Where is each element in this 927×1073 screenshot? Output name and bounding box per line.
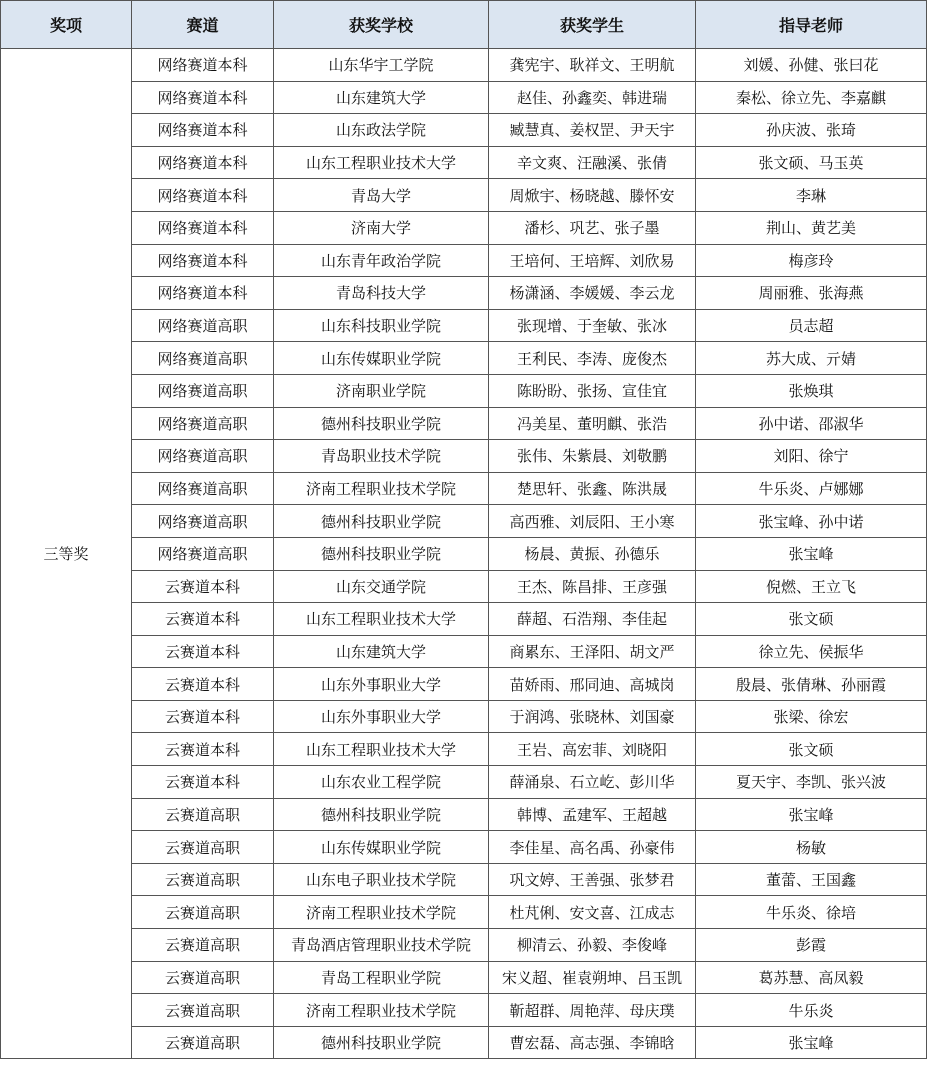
school-cell: 山东建筑大学 bbox=[274, 81, 489, 114]
school-cell: 山东建筑大学 bbox=[274, 635, 489, 668]
students-cell: 商累东、王泽阳、胡文严 bbox=[489, 635, 696, 668]
table-row bbox=[1, 1026, 927, 1059]
table-row bbox=[1, 863, 927, 896]
advisors-cell: 张文硕 bbox=[696, 733, 927, 766]
table-row bbox=[1, 374, 927, 407]
students-cell: 辛文爽、汪融溪、张倩 bbox=[489, 146, 696, 179]
table-row bbox=[1, 49, 927, 82]
track-cell: 网络赛道高职 bbox=[132, 309, 274, 342]
students-cell: 张伟、朱紫晨、刘敬鹏 bbox=[489, 440, 696, 473]
table-row bbox=[1, 929, 927, 962]
advisors-cell: 员志超 bbox=[696, 309, 927, 342]
students-cell: 韩博、孟建军、王超越 bbox=[489, 798, 696, 831]
school-cell: 青岛大学 bbox=[274, 179, 489, 212]
school-cell: 山东工程职业技术大学 bbox=[274, 146, 489, 179]
students-cell: 王利民、李涛、庞俊杰 bbox=[489, 342, 696, 375]
students-cell: 杨晨、黄振、孙德乐 bbox=[489, 537, 696, 570]
track-cell: 网络赛道高职 bbox=[132, 342, 274, 375]
school-cell: 德州科技职业学院 bbox=[274, 407, 489, 440]
table-row bbox=[1, 407, 927, 440]
header-award: 奖项 bbox=[1, 1, 132, 49]
advisors-cell: 张文硕、马玉英 bbox=[696, 146, 927, 179]
header-advisors: 指导老师 bbox=[696, 1, 927, 49]
school-cell: 济南工程职业技术学院 bbox=[274, 472, 489, 505]
advisors-cell: 梅彦玲 bbox=[696, 244, 927, 277]
track-cell: 云赛道高职 bbox=[132, 1026, 274, 1059]
advisors-cell: 张宝峰 bbox=[696, 798, 927, 831]
header-row bbox=[1, 1, 927, 49]
school-cell: 青岛工程职业学院 bbox=[274, 961, 489, 994]
school-cell: 山东工程职业技术大学 bbox=[274, 603, 489, 636]
advisors-cell: 牛乐炎、卢娜娜 bbox=[696, 472, 927, 505]
students-cell: 巩文婷、王善强、张梦君 bbox=[489, 863, 696, 896]
table-row bbox=[1, 603, 927, 636]
school-cell: 山东农业工程学院 bbox=[274, 766, 489, 799]
track-cell: 网络赛道本科 bbox=[132, 179, 274, 212]
students-cell: 高西雅、刘辰阳、王小寒 bbox=[489, 505, 696, 538]
track-cell: 云赛道高职 bbox=[132, 831, 274, 864]
track-cell: 云赛道高职 bbox=[132, 896, 274, 929]
track-cell: 云赛道高职 bbox=[132, 994, 274, 1027]
advisors-cell: 彭霞 bbox=[696, 929, 927, 962]
table-row bbox=[1, 440, 927, 473]
track-cell: 网络赛道高职 bbox=[132, 472, 274, 505]
students-cell: 楚思轩、张鑫、陈洪晟 bbox=[489, 472, 696, 505]
students-cell: 杨潇涵、李媛媛、李云龙 bbox=[489, 277, 696, 310]
students-cell: 龚宪宇、耿祥文、王明航 bbox=[489, 49, 696, 82]
school-cell: 德州科技职业学院 bbox=[274, 505, 489, 538]
advisors-cell: 张宝峰 bbox=[696, 537, 927, 570]
table-row bbox=[1, 896, 927, 929]
table-row bbox=[1, 994, 927, 1027]
students-cell: 于润鸿、张晓林、刘国豪 bbox=[489, 700, 696, 733]
advisors-cell: 杨敏 bbox=[696, 831, 927, 864]
table-row bbox=[1, 211, 927, 244]
advisors-cell: 刘媛、孙健、张曰花 bbox=[696, 49, 927, 82]
table-row bbox=[1, 342, 927, 375]
advisors-cell: 张宝峰、孙中诺 bbox=[696, 505, 927, 538]
table-row bbox=[1, 244, 927, 277]
school-cell: 山东交通学院 bbox=[274, 570, 489, 603]
track-cell: 云赛道本科 bbox=[132, 668, 274, 701]
track-cell: 云赛道本科 bbox=[132, 766, 274, 799]
school-cell: 济南工程职业技术学院 bbox=[274, 994, 489, 1027]
header-students: 获奖学生 bbox=[489, 1, 696, 49]
table-row bbox=[1, 81, 927, 114]
advisors-cell: 徐立先、侯振华 bbox=[696, 635, 927, 668]
advisors-cell: 牛乐炎 bbox=[696, 994, 927, 1027]
advisors-cell: 李琳 bbox=[696, 179, 927, 212]
students-cell: 薛涌泉、石立屹、彭川华 bbox=[489, 766, 696, 799]
table-row bbox=[1, 277, 927, 310]
school-cell: 山东华宇工学院 bbox=[274, 49, 489, 82]
table-row bbox=[1, 700, 927, 733]
track-cell: 云赛道高职 bbox=[132, 961, 274, 994]
advisors-cell: 秦松、徐立先、李嘉麒 bbox=[696, 81, 927, 114]
table-row bbox=[1, 798, 927, 831]
students-cell: 赵佳、孙鑫奕、韩进瑞 bbox=[489, 81, 696, 114]
school-cell: 山东传媒职业学院 bbox=[274, 342, 489, 375]
school-cell: 济南职业学院 bbox=[274, 374, 489, 407]
table-row bbox=[1, 505, 927, 538]
students-cell: 苗娇雨、邢同迪、高城岗 bbox=[489, 668, 696, 701]
students-cell: 薛超、石浩翔、李佳起 bbox=[489, 603, 696, 636]
track-cell: 云赛道本科 bbox=[132, 700, 274, 733]
table-row bbox=[1, 146, 927, 179]
advisors-cell: 荆山、黄艺美 bbox=[696, 211, 927, 244]
students-cell: 王岩、高宏菲、刘晓阳 bbox=[489, 733, 696, 766]
advisors-cell: 孙庆波、张琦 bbox=[696, 114, 927, 147]
track-cell: 网络赛道本科 bbox=[132, 114, 274, 147]
advisors-cell: 刘阳、徐宁 bbox=[696, 440, 927, 473]
table-row bbox=[1, 537, 927, 570]
track-cell: 云赛道本科 bbox=[132, 603, 274, 636]
school-cell: 山东科技职业学院 bbox=[274, 309, 489, 342]
students-cell: 陈盼盼、张扬、宣佳宜 bbox=[489, 374, 696, 407]
advisors-cell: 董蕾、王国鑫 bbox=[696, 863, 927, 896]
table-row bbox=[1, 635, 927, 668]
school-cell: 山东电子职业技术学院 bbox=[274, 863, 489, 896]
track-cell: 云赛道高职 bbox=[132, 929, 274, 962]
track-cell: 网络赛道本科 bbox=[132, 49, 274, 82]
header-school: 获奖学校 bbox=[274, 1, 489, 49]
school-cell: 山东青年政治学院 bbox=[274, 244, 489, 277]
school-cell: 青岛酒店管理职业技术学院 bbox=[274, 929, 489, 962]
advisors-cell: 周丽雅、张海燕 bbox=[696, 277, 927, 310]
students-cell: 柳清云、孙毅、李俊峰 bbox=[489, 929, 696, 962]
advisors-cell: 殷晨、张倩琳、孙丽霞 bbox=[696, 668, 927, 701]
students-cell: 杜芃俐、安文喜、江成志 bbox=[489, 896, 696, 929]
track-cell: 云赛道高职 bbox=[132, 863, 274, 896]
track-cell: 云赛道高职 bbox=[132, 798, 274, 831]
students-cell: 潘杉、巩艺、张子墨 bbox=[489, 211, 696, 244]
students-cell: 王培何、王培辉、刘欣易 bbox=[489, 244, 696, 277]
table-row bbox=[1, 831, 927, 864]
advisors-cell: 孙中诺、邵淑华 bbox=[696, 407, 927, 440]
school-cell: 青岛职业技术学院 bbox=[274, 440, 489, 473]
advisors-cell: 倪燃、王立飞 bbox=[696, 570, 927, 603]
track-cell: 网络赛道高职 bbox=[132, 505, 274, 538]
table-row bbox=[1, 766, 927, 799]
table-row bbox=[1, 114, 927, 147]
advisors-cell: 夏天宇、李凯、张兴波 bbox=[696, 766, 927, 799]
track-cell: 网络赛道本科 bbox=[132, 244, 274, 277]
table-body bbox=[1, 49, 927, 1059]
school-cell: 德州科技职业学院 bbox=[274, 537, 489, 570]
track-cell: 网络赛道高职 bbox=[132, 440, 274, 473]
school-cell: 山东工程职业技术大学 bbox=[274, 733, 489, 766]
school-cell: 济南工程职业技术学院 bbox=[274, 896, 489, 929]
table-row bbox=[1, 309, 927, 342]
students-cell: 臧慧真、姜权罡、尹天宇 bbox=[489, 114, 696, 147]
school-cell: 德州科技职业学院 bbox=[274, 1026, 489, 1059]
students-cell: 曹宏磊、高志强、李锦晗 bbox=[489, 1026, 696, 1059]
advisors-cell: 张焕琪 bbox=[696, 374, 927, 407]
advisors-cell: 张梁、徐宏 bbox=[696, 700, 927, 733]
advisors-cell: 张文硕 bbox=[696, 603, 927, 636]
header-track: 赛道 bbox=[132, 1, 274, 49]
school-cell: 山东政法学院 bbox=[274, 114, 489, 147]
track-cell: 云赛道本科 bbox=[132, 733, 274, 766]
table-row bbox=[1, 733, 927, 766]
track-cell: 网络赛道高职 bbox=[132, 407, 274, 440]
students-cell: 张现增、于奎敏、张冰 bbox=[489, 309, 696, 342]
advisors-cell: 牛乐炎、徐培 bbox=[696, 896, 927, 929]
track-cell: 网络赛道本科 bbox=[132, 81, 274, 114]
advisors-cell: 张宝峰 bbox=[696, 1026, 927, 1059]
students-cell: 周焮宇、杨晓越、滕怀安 bbox=[489, 179, 696, 212]
track-cell: 网络赛道高职 bbox=[132, 374, 274, 407]
school-cell: 山东传媒职业学院 bbox=[274, 831, 489, 864]
table-row bbox=[1, 668, 927, 701]
advisors-cell: 苏大成、亓婧 bbox=[696, 342, 927, 375]
table-row bbox=[1, 179, 927, 212]
track-cell: 网络赛道本科 bbox=[132, 211, 274, 244]
advisors-cell: 葛苏慧、高凤毅 bbox=[696, 961, 927, 994]
track-cell: 网络赛道本科 bbox=[132, 277, 274, 310]
students-cell: 靳超群、周艳萍、母庆璞 bbox=[489, 994, 696, 1027]
table-row bbox=[1, 472, 927, 505]
students-cell: 李佳星、高名禹、孙豪伟 bbox=[489, 831, 696, 864]
table-row bbox=[1, 570, 927, 603]
school-cell: 德州科技职业学院 bbox=[274, 798, 489, 831]
school-cell: 济南大学 bbox=[274, 211, 489, 244]
track-cell: 网络赛道高职 bbox=[132, 537, 274, 570]
students-cell: 宋义超、崔袁朔坤、吕玉凯 bbox=[489, 961, 696, 994]
table-row bbox=[1, 961, 927, 994]
award-level-cell: 三等奖 bbox=[1, 49, 132, 1059]
track-cell: 网络赛道本科 bbox=[132, 146, 274, 179]
students-cell: 冯美星、董明麒、张浩 bbox=[489, 407, 696, 440]
students-cell: 王杰、陈昌排、王彦强 bbox=[489, 570, 696, 603]
school-cell: 青岛科技大学 bbox=[274, 277, 489, 310]
school-cell: 山东外事职业大学 bbox=[274, 668, 489, 701]
track-cell: 云赛道本科 bbox=[132, 635, 274, 668]
track-cell: 云赛道本科 bbox=[132, 570, 274, 603]
school-cell: 山东外事职业大学 bbox=[274, 700, 489, 733]
